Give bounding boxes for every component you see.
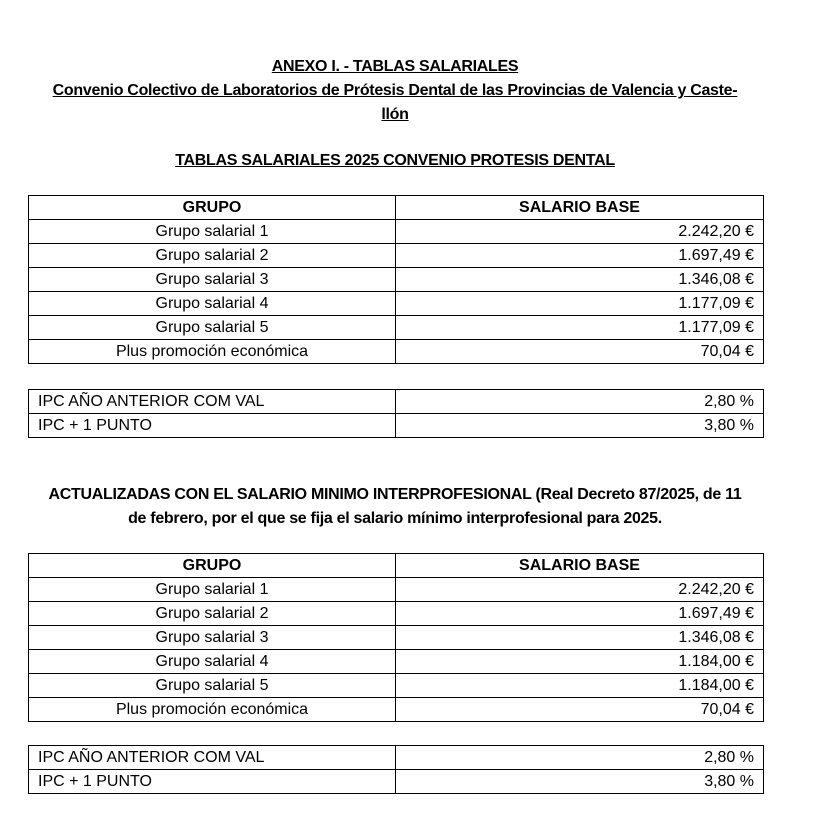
table-row: [29, 650, 764, 674]
table-row: [29, 746, 764, 770]
ipc-label-cell: IPC + 1 PUNTO: [29, 414, 396, 438]
table-row: [29, 578, 764, 602]
group-cell: Grupo salarial 5: [29, 316, 396, 340]
group-cell: Grupo salarial 2: [29, 602, 396, 626]
section2-title-line2: de febrero, por el que se fija el salario mínimo interprofesional para 2025.: [128, 510, 662, 527]
group-cell: Grupo salarial 1: [29, 220, 396, 244]
table-row: [29, 244, 764, 268]
agreement-subtitle-line1: Convenio Colectivo de Laboratorios de Prótesis Dental de las Provincias de Valencia y Caste-: [52, 82, 738, 99]
group-cell: Grupo salarial 3: [29, 626, 396, 650]
table-row: [29, 770, 764, 794]
salary-cell: 70,04 €: [396, 340, 764, 364]
ipc-label-cell: IPC AÑO ANTERIOR COM VAL: [29, 390, 396, 414]
table-row: [29, 414, 764, 438]
group-cell: Plus promoción económica: [29, 698, 396, 722]
ipc-label-cell: IPC + 1 PUNTO: [29, 770, 396, 794]
salary-cell: 2.242,20 €: [396, 220, 764, 244]
salary-cell: 1.697,49 €: [396, 602, 764, 626]
salary-cell: 1.177,09 €: [396, 292, 764, 316]
group-cell: Grupo salarial 2: [29, 244, 396, 268]
table-header-row: [29, 196, 764, 220]
ipc-table-2: [28, 745, 764, 794]
group-cell: Grupo salarial 4: [29, 650, 396, 674]
ipc-value-cell: 3,80 %: [396, 414, 764, 438]
salary-cell: 70,04 €: [396, 698, 764, 722]
salary-table-smi: [28, 553, 764, 722]
salary-table-2025: [28, 195, 764, 364]
ipc-value-cell: 2,80 %: [396, 390, 764, 414]
column-header-base-salary: SALARIO BASE: [396, 196, 764, 220]
salary-cell: 1.346,08 €: [396, 626, 764, 650]
ipc-table-1: [28, 389, 764, 438]
column-header-base-salary: SALARIO BASE: [396, 554, 764, 578]
salary-cell: 1.184,00 €: [396, 650, 764, 674]
salary-cell: 1.177,09 €: [396, 316, 764, 340]
table-row: [29, 626, 764, 650]
salary-cell: 2.242,20 €: [396, 578, 764, 602]
table1-title: TABLAS SALARIALES 2025 CONVENIO PROTESIS DENTAL: [175, 152, 615, 169]
table-row: [29, 674, 764, 698]
annex-title: ANEXO I. - TABLAS SALARIALES: [271, 58, 519, 75]
table-row: [29, 340, 764, 364]
group-cell: Grupo salarial 1: [29, 578, 396, 602]
table-row: [29, 268, 764, 292]
salary-cell: 1.346,08 €: [396, 268, 764, 292]
group-cell: Grupo salarial 3: [29, 268, 396, 292]
group-cell: Grupo salarial 5: [29, 674, 396, 698]
salary-cell: 1.184,00 €: [396, 674, 764, 698]
table-row: [29, 698, 764, 722]
table-row: [29, 602, 764, 626]
section2-title-line1: ACTUALIZADAS CON EL SALARIO MINIMO INTERPROFESIONAL (Real Decreto 87/2025, de 11: [48, 486, 742, 503]
column-header-group: GRUPO: [29, 196, 396, 220]
table-header-row: [29, 554, 764, 578]
agreement-subtitle-line2: llón: [381, 106, 409, 123]
ipc-label-cell: IPC AÑO ANTERIOR COM VAL: [29, 746, 396, 770]
table-row: [29, 390, 764, 414]
ipc-value-cell: 3,80 %: [396, 770, 764, 794]
salary-cell: 1.697,49 €: [396, 244, 764, 268]
table-row: [29, 220, 764, 244]
group-cell: Plus promoción económica: [29, 340, 396, 364]
ipc-value-cell: 2,80 %: [396, 746, 764, 770]
group-cell: Grupo salarial 4: [29, 292, 396, 316]
table-row: [29, 316, 764, 340]
column-header-group: GRUPO: [29, 554, 396, 578]
table-row: [29, 292, 764, 316]
